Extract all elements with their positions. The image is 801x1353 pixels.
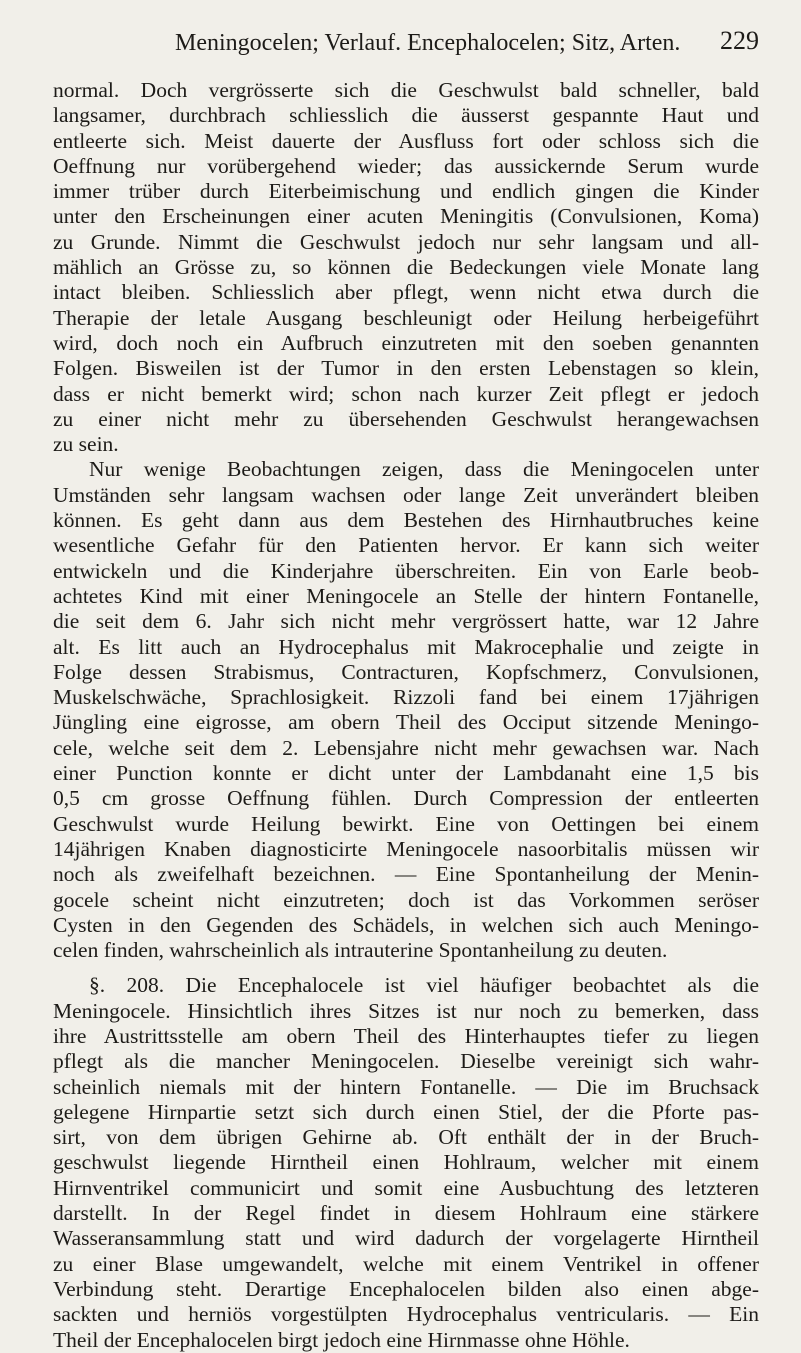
text-line: Muskelschwäche, Sprachlosigkeit. Rizzoli fand bei einem 17jährigen [53, 685, 759, 710]
text-line: entwickeln und die Kinderjahre überschreiten. Ein von Earle beob- [53, 558, 759, 583]
text-line: darstellt. In der Regel findet in diesem Hohlraum eine stärkere [53, 1201, 759, 1226]
text-line: §. 208. Die Encephalocele ist viel häufiger beobachtet als die [89, 973, 759, 998]
text-line: Meningocele. Hinsichtlich ihres Sitzes ist nur noch zu bemerken, dass [53, 998, 759, 1023]
text-line: Cysten in den Gegenden des Schädels, in welchen sich auch Meningo- [53, 912, 759, 937]
text-line: entleerte sich. Meist dauerte der Ausfluss fort oder schloss sich die [53, 128, 759, 153]
text-line: wird, doch noch ein Aufbruch einzutreten mit den soeben genannten [53, 330, 759, 355]
text-line: sackten und herniös vorgestülpten Hydrocephalus ventricularis. — Ein [53, 1302, 759, 1327]
text-line: zu einer Blase umgewandelt, welche mit einem Ventrikel in offener [53, 1251, 759, 1276]
text-line: unter den Erscheinungen einer acuten Meningitis (Convulsionen, Koma) [53, 204, 759, 229]
text-line: Hirnventrikel communicirt und somit eine Ausbuchtung des letzteren [53, 1175, 759, 1200]
text-line: Folgen. Bisweilen ist der Tumor in den ersten Lebenstagen so klein, [53, 356, 759, 381]
text-line: Theil der Encephalocelen birgt jedoch eine Hirnmasse ohne Höhle. [53, 1327, 630, 1352]
text-line: langsamer, durchbrach schliesslich die äusserst gespannte Haut und [53, 103, 759, 128]
text-line: die seit dem 6. Jahr sich nicht mehr vergrössert hatte, war 12 Jahre [53, 609, 759, 634]
text-line: können. Es geht dann aus dem Bestehen des Hirnhautbruches keine [53, 508, 759, 533]
text-line: alt. Es litt auch an Hydrocephalus mit Makrocephalie und zeigte in [53, 634, 759, 659]
text-line: Jüngling eine eigrosse, am obern Theil des Occiput sitzende Meningo- [53, 710, 759, 735]
text-line: pflegt als die mancher Meningocelen. Dieselbe vereinigt sich wahr- [53, 1049, 759, 1074]
text-line: scheinlich niemals mit der hintern Fontanelle. — Die im Bruchsack [53, 1074, 759, 1099]
body-text [53, 78, 759, 1353]
text-line: Verbindung steht. Derartige Encephalocelen bilden also einen abge- [53, 1276, 759, 1301]
text-line: zu Grunde. Nimmt die Geschwulst jedoch nur sehr langsam und all- [53, 229, 759, 254]
text-line: Umständen sehr langsam wachsen oder lange Zeit unverändert bleiben [53, 482, 759, 507]
text-line: ihre Austrittsstelle am obern Theil des Hinterhauptes tiefer zu liegen [53, 1023, 759, 1048]
paragraph [53, 78, 759, 457]
text-line: immer trüber durch Eiterbeimischung und endlich gingen die Kinder [53, 179, 759, 204]
text-line: gocele scheint nicht einzutreten; doch ist das Vorkommen seröser [53, 887, 759, 912]
text-line: zu sein. [53, 432, 119, 457]
text-line: wesentliche Gefahr für den Patienten hervor. Er kann sich weiter [53, 533, 759, 558]
text-line: Nur wenige Beobachtungen zeigen, dass die Meningocelen unter [89, 457, 759, 482]
text-line: Therapie der letale Ausgang beschleunigt oder Heilung herbeigeführt [53, 305, 759, 330]
text-line: intact bleiben. Schliesslich aber pflegt, wenn nicht etwa durch die [53, 280, 759, 305]
text-line: celen finden, wahrscheinlich als intrauterine Spontanheilung zu deuten. [53, 938, 668, 963]
running-head: Meningocelen; Verlauf. Encephalocelen; Sitz, Arten. [175, 30, 681, 56]
text-line: sirt, von dem übrigen Gehirne ab. Oft enthält der in der Bruch- [53, 1125, 759, 1150]
text-line: einer Punction konnte er dicht unter der Lambdanaht eine 1,5 bis [53, 761, 759, 786]
text-line: achtetes Kind mit einer Meningocele an Stelle der hintern Fontanelle, [53, 583, 759, 608]
text-line: Geschwulst wurde Heilung bewirkt. Eine von Oettingen bei einem [53, 811, 759, 836]
text-line: zu einer nicht mehr zu übersehenden Geschwulst herangewachsen [53, 406, 759, 431]
text-line: dass er nicht bemerkt wird; schon nach kurzer Zeit pflegt er jedoch [53, 381, 759, 406]
page-number: 229 [720, 26, 759, 55]
text-line: Oeffnung nur vorübergehend wieder; das aussickernde Serum wurde [53, 153, 759, 178]
section-gap [53, 963, 759, 973]
text-line: mählich an Grösse zu, so können die Bedeckungen viele Monate lang [53, 255, 759, 280]
text-line: 0,5 cm grosse Oeffnung fühlen. Durch Compression der entleerten [53, 786, 759, 811]
paragraph [53, 973, 759, 1352]
text-line: geschwulst liegende Hirntheil einen Hohlraum, welcher mit einem [53, 1150, 759, 1175]
text-line: gelegene Hirnpartie setzt sich durch einen Stiel, der die Pforte pas- [53, 1099, 759, 1124]
text-line: cele, welche seit dem 2. Lebensjahre nicht mehr gewachsen war. Nach [53, 735, 759, 760]
text-line: Wasseransammlung statt und wird dadurch der vorgelagerte Hirntheil [53, 1226, 759, 1251]
text-line: 14jährigen Knaben diagnosticirte Meningocele nasoorbitalis müssen wir [53, 836, 759, 861]
text-line: normal. Doch vergrösserte sich die Geschwulst bald schneller, bald [53, 78, 759, 102]
text-line: Folge dessen Strabismus, Contracturen, Kopfschmerz, Convulsionen, [53, 659, 759, 684]
text-line: noch als zweifelhaft bezeichnen. — Eine Spontanheilung der Menin- [53, 862, 759, 887]
paragraph [53, 457, 759, 963]
